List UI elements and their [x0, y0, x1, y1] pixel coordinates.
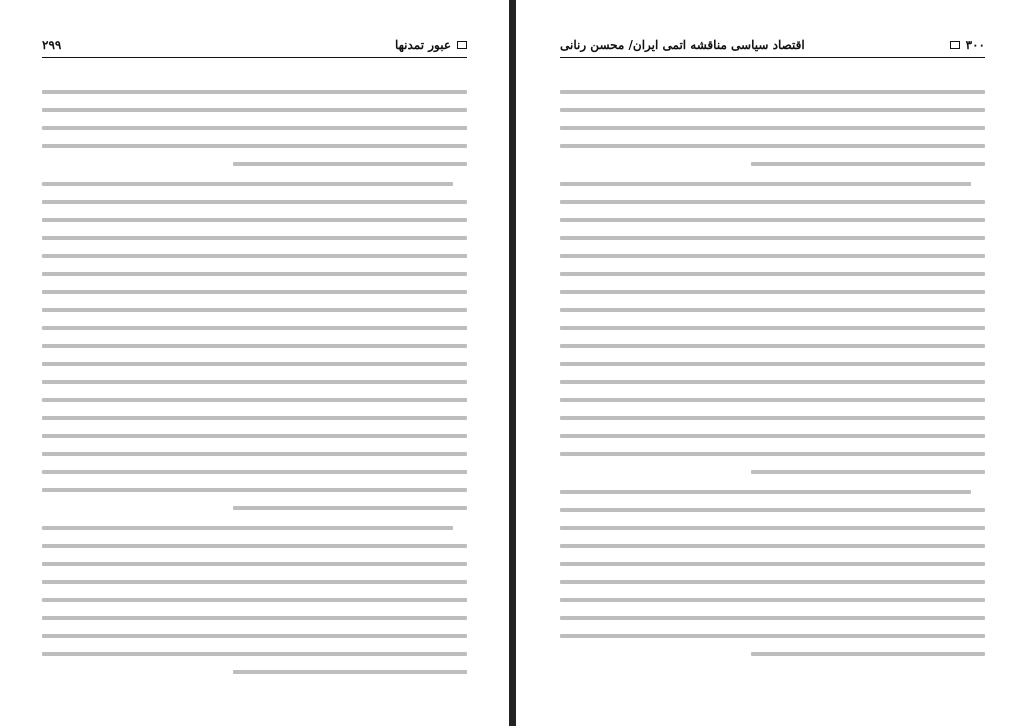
left-page-header-rule [42, 57, 467, 58]
right-page-header-rule [560, 57, 985, 58]
left-page-header [42, 34, 467, 56]
right-page-running-title: اقتصاد سیاسی مناقشه اتمی ایران/ محسن رنانی [560, 38, 805, 52]
right-page-body [560, 90, 985, 670]
book-marker-icon [950, 41, 960, 49]
left-page-number: ۲۹۹ [42, 38, 62, 52]
left-page [0, 0, 509, 726]
right-page-number-group [950, 38, 985, 52]
right-page [516, 0, 1027, 726]
book-gutter [509, 0, 516, 726]
left-page-title-group [395, 38, 467, 52]
right-page-number: ۳۰۰ [965, 38, 985, 52]
left-page-running-title: عبور تمدنها [394, 38, 451, 52]
book-marker-icon [457, 41, 467, 49]
left-page-body [42, 90, 467, 688]
right-page-header [560, 34, 985, 56]
